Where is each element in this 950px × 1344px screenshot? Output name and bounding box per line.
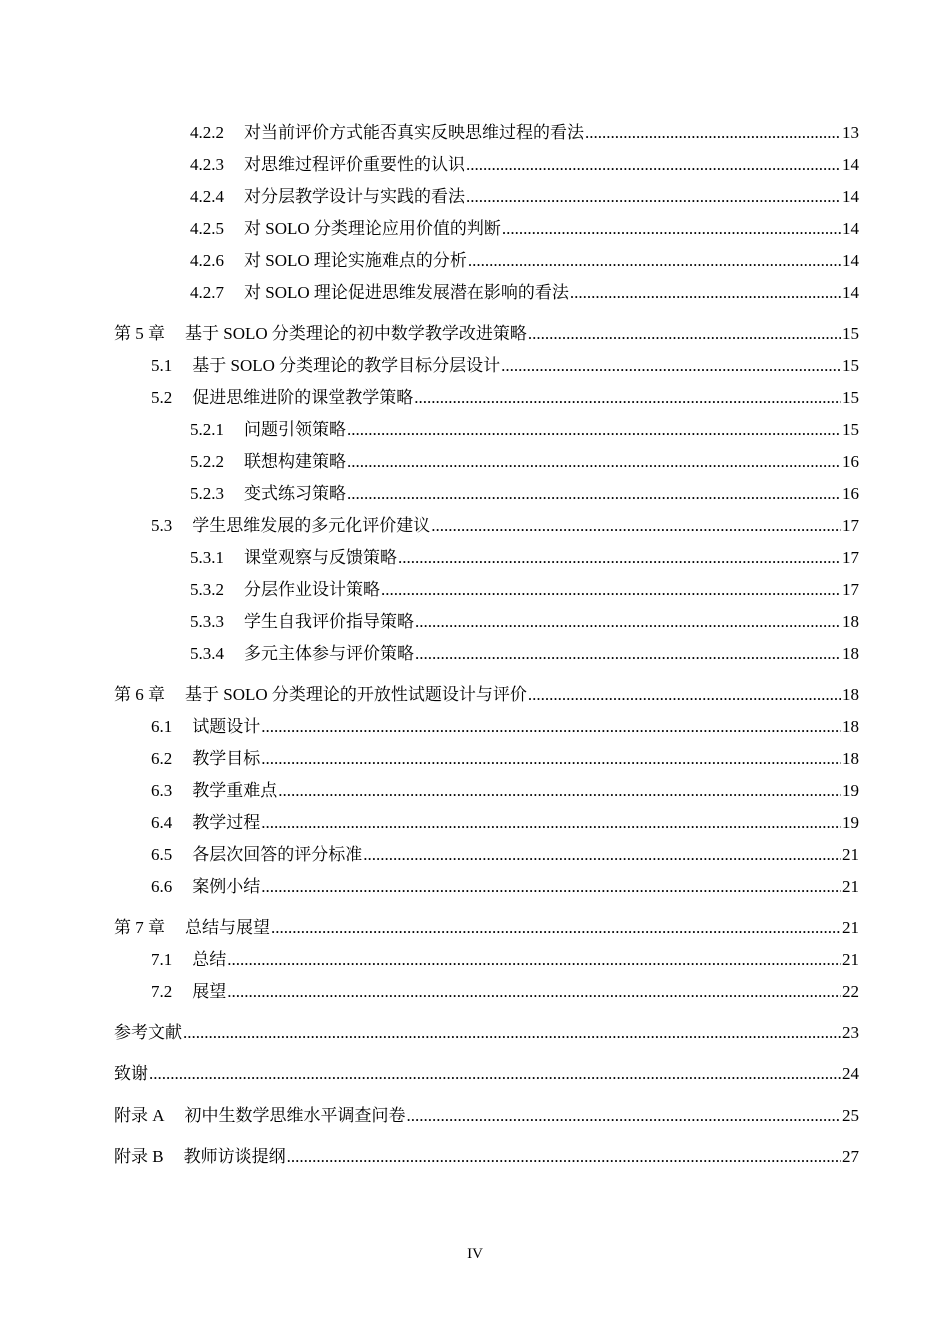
- toc-leader-dots: [183, 1022, 841, 1044]
- toc-entry[interactable]: [114, 323, 859, 345]
- toc-leader-dots: [414, 387, 841, 409]
- toc-entry-number: 附录 B: [114, 1147, 164, 1166]
- toc-entry[interactable]: [151, 387, 859, 409]
- toc-entry-page: 15: [842, 388, 859, 407]
- toc-entry-title: 教师访谈提纲: [183, 1147, 286, 1166]
- toc-entry-page: 15: [842, 420, 859, 439]
- toc-entry-number: 7.2: [151, 982, 173, 1001]
- toc-entry-page: 21: [842, 950, 859, 969]
- toc-leader-dots: [468, 250, 841, 272]
- toc-entry-title: 致谢: [114, 1064, 148, 1083]
- toc-entry-title: 分层作业设计策略: [244, 580, 380, 599]
- toc-leader-dots: [502, 218, 841, 240]
- toc-entry-page: 18: [842, 644, 859, 663]
- toc-entry-title: 课堂观察与反馈策略: [244, 548, 397, 567]
- toc-leader-dots: [261, 748, 841, 770]
- toc-entry[interactable]: [151, 748, 859, 770]
- toc-entry-title: 教学目标: [192, 749, 261, 768]
- toc-entry-number: 5.2.3: [190, 484, 224, 503]
- toc-entry-number: 4.2.4: [190, 187, 224, 206]
- toc-entry-number: 4.2.2: [190, 123, 224, 142]
- toc-entry-page: 17: [842, 548, 859, 567]
- toc-leader-dots: [466, 186, 841, 208]
- toc-entry-page: 22: [842, 982, 859, 1001]
- toc-entry-page: 18: [842, 612, 859, 631]
- toc-entry-page: 14: [842, 155, 859, 174]
- toc-entry-number: 4.2.3: [190, 155, 224, 174]
- toc-leader-dots: [278, 780, 841, 802]
- toc-entry-number: 5.3: [151, 516, 173, 535]
- toc-leader-dots: [381, 579, 841, 601]
- toc-entry-title: 基于 SOLO 分类理论的开放性试题设计与评价: [185, 685, 527, 704]
- toc-entry-page: 18: [842, 749, 859, 768]
- toc-entry-page: 16: [842, 484, 859, 503]
- toc-entry-number: 5.3.4: [190, 644, 224, 663]
- toc-entry-page: 21: [842, 918, 859, 937]
- toc-leader-dots: [347, 419, 841, 441]
- toc-entry-title: 变式练习策略: [244, 484, 346, 503]
- toc-entry-title: 多元主体参与评价策略: [244, 644, 414, 663]
- toc-entry-number: 6.6: [151, 877, 173, 896]
- toc-entry-title: 总结与展望: [185, 918, 270, 937]
- toc-entry-page: 15: [842, 356, 859, 375]
- toc-entry-page: 18: [842, 717, 859, 736]
- toc-entry-title: 对 SOLO 分类理论应用价值的判断: [244, 219, 501, 238]
- toc-entry-number: 5.3.3: [190, 612, 224, 631]
- toc-leader-dots: [415, 611, 841, 633]
- toc-entry[interactable]: [151, 812, 859, 834]
- toc-entry-title: 联想构建策略: [244, 452, 346, 471]
- toc-entry[interactable]: [190, 643, 859, 665]
- toc-entry-number: 5.3.1: [190, 548, 224, 567]
- toc-entry-title: 对思维过程评价重要性的认识: [244, 155, 465, 174]
- toc-entry[interactable]: [190, 250, 859, 272]
- toc-entry-title: 参考文献: [114, 1023, 182, 1042]
- toc-entry-number: 7.1: [151, 950, 173, 969]
- toc-leader-dots: [431, 515, 841, 537]
- toc-entry-title: 试题设计: [192, 717, 261, 736]
- toc-entry[interactable]: [190, 154, 859, 176]
- toc-entry-page: 17: [842, 580, 859, 599]
- toc-entry-page: 18: [842, 685, 859, 704]
- toc-entry-page: 14: [842, 219, 859, 238]
- toc-entry-number: 5.3.2: [190, 580, 224, 599]
- toc-leader-dots: [347, 483, 841, 505]
- toc-entry[interactable]: [114, 684, 859, 706]
- toc-leader-dots: [501, 355, 841, 377]
- toc-entry-title: 学生思维发展的多元化评价建议: [192, 516, 431, 535]
- toc-leader-dots: [585, 122, 841, 144]
- toc-entry-title: 初中生数学思维水平调查问卷: [184, 1106, 406, 1125]
- toc-entry[interactable]: [190, 218, 859, 240]
- toc-entry-page: 14: [842, 187, 859, 206]
- toc-entry-title: 对当前评价方式能否真实反映思维过程的看法: [244, 123, 584, 142]
- toc-entry-page: 25: [842, 1106, 859, 1125]
- toc-entry-title: 各层次回答的评分标准: [192, 845, 363, 864]
- toc-entry-title: 展望: [192, 982, 227, 1001]
- toc-entry-page: 15: [842, 324, 859, 343]
- toc-entry-number: 4.2.7: [190, 283, 224, 302]
- toc-leader-dots: [407, 1105, 841, 1127]
- toc-entry-page: 23: [842, 1023, 859, 1042]
- toc-entry-title: 促进思维进阶的课堂教学策略: [192, 388, 414, 407]
- toc-entry-page: 19: [842, 813, 859, 832]
- toc-leader-dots: [415, 643, 841, 665]
- toc-entry[interactable]: [151, 355, 859, 377]
- toc-entry[interactable]: [190, 186, 859, 208]
- toc-entry-title: 基于 SOLO 分类理论的教学目标分层设计: [192, 356, 501, 375]
- toc-leader-dots: [287, 1146, 841, 1168]
- toc-entry-title: 案例小结: [192, 877, 261, 896]
- toc-entry-title: 对分层教学设计与实践的看法: [244, 187, 465, 206]
- toc-entry-title: 教学重难点: [192, 781, 278, 800]
- toc-entry[interactable]: [190, 611, 859, 633]
- toc-entry-page: 24: [842, 1064, 859, 1083]
- toc-leader-dots: [363, 844, 841, 866]
- toc-entry-number: 5.2: [151, 388, 173, 407]
- toc-leader-dots: [347, 451, 841, 473]
- toc-entry[interactable]: [190, 483, 859, 505]
- toc-entry-title: 问题引领策略: [244, 420, 346, 439]
- toc-leader-dots: [261, 876, 841, 898]
- page-number: IV: [467, 1246, 483, 1262]
- toc-leader-dots: [570, 282, 841, 304]
- toc-entry-page: 19: [842, 781, 859, 800]
- toc-leader-dots: [271, 917, 841, 939]
- toc-entry-number: 第 7 章: [114, 918, 165, 937]
- toc-entry-number: 6.4: [151, 813, 173, 832]
- toc-entry[interactable]: [114, 1022, 859, 1044]
- toc-entry-number: 5.2.1: [190, 420, 224, 439]
- toc-entry-number: 6.2: [151, 749, 173, 768]
- toc-entry[interactable]: [151, 780, 859, 802]
- toc-entry-number: 6.3: [151, 781, 173, 800]
- toc-entry-page: 27: [842, 1147, 859, 1166]
- toc-entry[interactable]: [151, 515, 859, 537]
- toc-entry[interactable]: [190, 547, 859, 569]
- toc-entry-title: 对 SOLO 理论实施难点的分析: [244, 251, 467, 270]
- toc-entry-title: 教学过程: [192, 813, 261, 832]
- toc-entry[interactable]: [190, 451, 859, 473]
- toc-entry-number: 4.2.5: [190, 219, 224, 238]
- toc-entry[interactable]: [190, 282, 859, 304]
- toc-entry[interactable]: [151, 844, 859, 866]
- toc-entry[interactable]: [151, 981, 859, 1003]
- toc-entry[interactable]: [151, 716, 859, 738]
- toc-leader-dots: [528, 323, 841, 345]
- toc-leader-dots: [227, 949, 841, 971]
- toc-entry-page: 21: [842, 845, 859, 864]
- toc-entry-number: 6.5: [151, 845, 173, 864]
- toc-entry[interactable]: [190, 579, 859, 601]
- toc-leader-dots: [261, 812, 841, 834]
- toc-entry[interactable]: [114, 917, 859, 939]
- toc-entry-page: 13: [842, 123, 859, 142]
- toc-entry-number: 第 5 章: [114, 324, 165, 343]
- toc-entry-number: 6.1: [151, 717, 173, 736]
- toc-entry-page: 14: [842, 283, 859, 302]
- toc-leader-dots: [227, 981, 841, 1003]
- toc-entry[interactable]: [151, 949, 859, 971]
- toc-entry-title: 学生自我评价指导策略: [244, 612, 414, 631]
- toc-entry-page: 21: [842, 877, 859, 896]
- toc-entry-number: 4.2.6: [190, 251, 224, 270]
- toc-entry[interactable]: [151, 876, 859, 898]
- toc-entry-page: 14: [842, 251, 859, 270]
- toc-entry-number: 5.2.2: [190, 452, 224, 471]
- toc-entry[interactable]: [114, 1063, 859, 1085]
- toc-entry-number: 5.1: [151, 356, 173, 375]
- toc-entry-title: 总结: [192, 950, 227, 969]
- toc-leader-dots: [149, 1063, 841, 1085]
- toc-entry-page: 16: [842, 452, 859, 471]
- toc-leader-dots: [466, 154, 841, 176]
- toc-entry-title: 基于 SOLO 分类理论的初中数学教学改进策略: [185, 324, 527, 343]
- toc-leader-dots: [398, 547, 841, 569]
- toc-leader-dots: [261, 716, 841, 738]
- toc-entry-title: 对 SOLO 理论促进思维发展潜在影响的看法: [244, 283, 569, 302]
- toc-entry-number: 第 6 章: [114, 685, 165, 704]
- toc-entry-number: 附录 A: [114, 1106, 165, 1125]
- toc-entry[interactable]: [114, 1105, 859, 1127]
- toc-entry-page: 17: [842, 516, 859, 535]
- toc-entry[interactable]: [190, 419, 859, 441]
- toc-entry[interactable]: [114, 1146, 859, 1168]
- toc-entry[interactable]: [190, 122, 859, 144]
- toc-leader-dots: [528, 684, 841, 706]
